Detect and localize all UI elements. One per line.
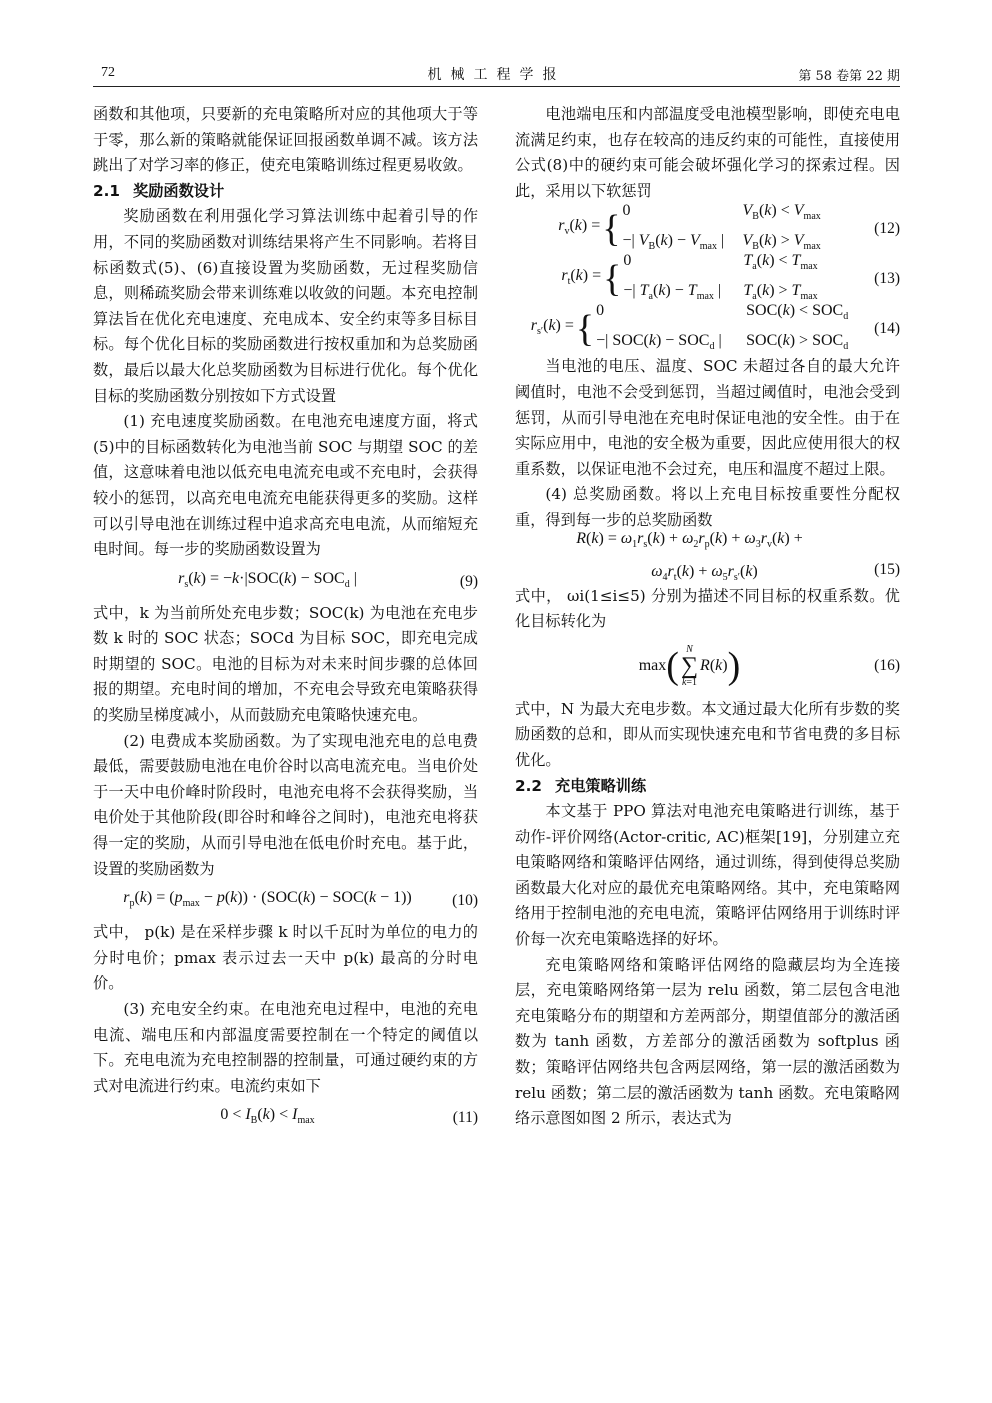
equation-13: $r_t(k)$ = { 0 $T_a(k) < T_{max}$ −| $T_a(k) - T_{max}$ | $T_a(k) > T_{max}$ (13) <box>561 252 900 303</box>
section-heading-2-1: 2.1 奖励函数设计 <box>93 181 225 200</box>
paragraph: 式中， ωi(1≤i≤5) 分别为描述不同目标的权重系数。优化目标转化为 <box>515 586 900 631</box>
equation-16: max ( N ∑ k=1 R(k) ) (16) <box>638 643 900 688</box>
volume-issue: 第 58 卷第 22 期 <box>798 69 900 84</box>
equation-11: $0 < I_B(k) < I_{max}$ (11) <box>93 1099 478 1137</box>
running-header <box>93 62 900 87</box>
equation-number: (15) <box>874 560 900 578</box>
paragraph: (4) 总奖励函数。将以上充电目标按重要性分配权重，得到每一步的总奖励函数 <box>515 485 900 529</box>
paragraph: (1) 充电速度奖励函数。在电池充电速度方面，将式(5)中的目标函数转化为电池当前 SOC 与期望 SOC 的差值，这意味着电池以低充电电流充电或不充电时，会获得较小的惩罚，以高充电电流充电能获得更多的奖励。这样可以引导电池在训练过程中追求高充电电流，从而缩短充电时间。每一步的奖励函数设置为 <box>93 412 478 559</box>
journal-name: 机械工程学报 <box>427 67 566 83</box>
equation-number: (16) <box>874 656 900 674</box>
paragraph: 本文基于 PPO 算法对电池充电策略进行训练，基于动作-评价网络(Actor-critic, AC)框架[19]，分别建立充电策略网络和策略评估网络，通过训练，得到使得总奖励函数最大化对应的最优充电策略网络。其中，充电策略网络用于控制电池的充电电流，策略评估网络用于训练时评价每一次充电策略选择的好坏。 <box>515 802 900 949</box>
page-number: 72 <box>101 65 115 80</box>
paragraph: 函数和其他项，只要新的充电策略所对应的其他项大于等于零，那么新的策略就能保证回报函数单调不减。该方法跳出了对学习率的修正，使充电策略训练过程更易收敛。 <box>93 105 478 175</box>
equation-number: (9) <box>459 572 478 590</box>
paragraph: (2) 电费成本奖励函数。为了实现电池充电的总电费最低，需要鼓励电池在电价谷时以高电流充电。当电价处于一天中电价峰时阶段时，电池充电将不会获得奖励，当电价处于其他阶段(即谷时和峰谷之间时)，电池充电将获得一定的奖励，从而引导电池在低电价时充电。基于此，设置的奖励函数为 <box>93 731 478 878</box>
paragraph: (3) 充电安全约束。在电池充电过程中，电池的充电电流、端电压和内部温度需要控制在一个特定的阈值以下。充电电流为充电控制器的控制量，可通过硬约束的方式对电流进行约束。电流约束如下 <box>93 1000 478 1095</box>
equation-10: $r_p(k) = (p_{max} - p(k)) \cdot (SOC(k) - SOC(k - 1))$ (10) <box>93 882 478 920</box>
left-column <box>93 102 478 1137</box>
paragraph: 式中，N 为最大充电步数。本文通过最大化所有步数的奖励函数的总和，即从而实现快速充电和节省电费的多目标优化。 <box>515 699 900 769</box>
equation-15: $R(k) = \omega_1r_s(k) + \omega_2r_p(k) + \omega_3r_v(k)$ + $\omega_4r_t(k) + \omega_5r_{s'}(k)$ (15) <box>576 530 900 583</box>
equation-number: (13) <box>874 270 900 288</box>
equation-number: (11) <box>452 1109 478 1127</box>
section-heading-2-2: 2.2 充电策略训练 <box>515 776 647 795</box>
paragraph: 电池端电压和内部温度受电池模型影响，即使充电电流满足约束，也存在较高的违反约束的可能性，直接使用公式(8)中的硬约束可能会破坏强化学习的探索过程。因此，采用以下软惩罚 <box>515 105 900 200</box>
equation-number: (12) <box>874 220 900 238</box>
equation-number: (10) <box>452 892 478 910</box>
equation-9: $r_s(k) = -k\cdot|SOC(k) - SOC_d$ | (9) <box>93 563 478 601</box>
paragraph: 充电策略网络和策略评估网络的隐藏层均为全连接层，充电策略网络第一层为 relu 函数，第二层包含电池充电策略分布的期望和方差两部分，期望值部分的激活函数为 tanh 函数，方差部分的激活函数为 softplus 函数；策略评估网络共包含两层网络，第一层的激活函数为 relu 函数；第二层的激活函数为 tanh 函数。充电策略网络示意图如图 2 所示，表达式为 <box>515 955 900 1128</box>
paragraph: 式中，k 为当前所处充电步数；SOC(k) 为电池在充电步数 k 时的 SOC 状态；SOCd 为目标 SOC，即充电完成时期望的 SOC。电池的目标为对未来时间步骤的总体回报的期望。充电时间的增加，不充电会导致充电策略获得的奖励呈梯度减小，从而鼓励充电策略快速充电。 <box>93 603 478 725</box>
equation-14: $r_{s'}(k)$ = { 0 $SOC(k) < SOC_d$ −| $SOC(k) - SOC_d$ | $SOC(k) > SOC_d$ (14) <box>530 302 900 353</box>
equation-12: $r_v(k)$ = { 0 $V_B(k) < V_{max}$ −| $V_B(k) - V_{max}$ | $V_B(k) > V_{max}$ (12) <box>558 202 900 253</box>
paragraph: 式中， p(k) 是在采样步骤 k 时以千瓦时为单位的电力的分时电价；pmax 表示过去一天中 p(k) 最高的分时电价。 <box>93 923 478 993</box>
right-column <box>515 102 900 1132</box>
paragraph: 当电池的电压、温度、SOC 未超过各自的最大允许阈值时，电池不会受到惩罚，当超过阈值时，电池会受到惩罚，从而引导电池在充电时保证电池的安全性。由于在实际应用中，电池的安全极为重要，因此应使用很大的权重系数，以保证电池不会过充，电压和温度不超过上限。 <box>515 357 900 478</box>
equation-number: (14) <box>874 320 900 338</box>
paragraph: 奖励函数在利用强化学习算法训练中起着引导的作用，不同的奖励函数对训练结果将产生不同影响。若将目标函数式(5)、(6)直接设置为奖励函数，无过程奖励信息，则稀疏奖励会带来训练难以收敛的问题。本充电控制算法旨在优化充电速度、充电成本、安全约束等多目标目标。每个优化目标的奖励函数进行按权重加和为总奖励函数，最后以最大化总奖励函数为目标进行优化。每个优化目标的奖励函数分别按如下方式设置 <box>93 207 478 405</box>
